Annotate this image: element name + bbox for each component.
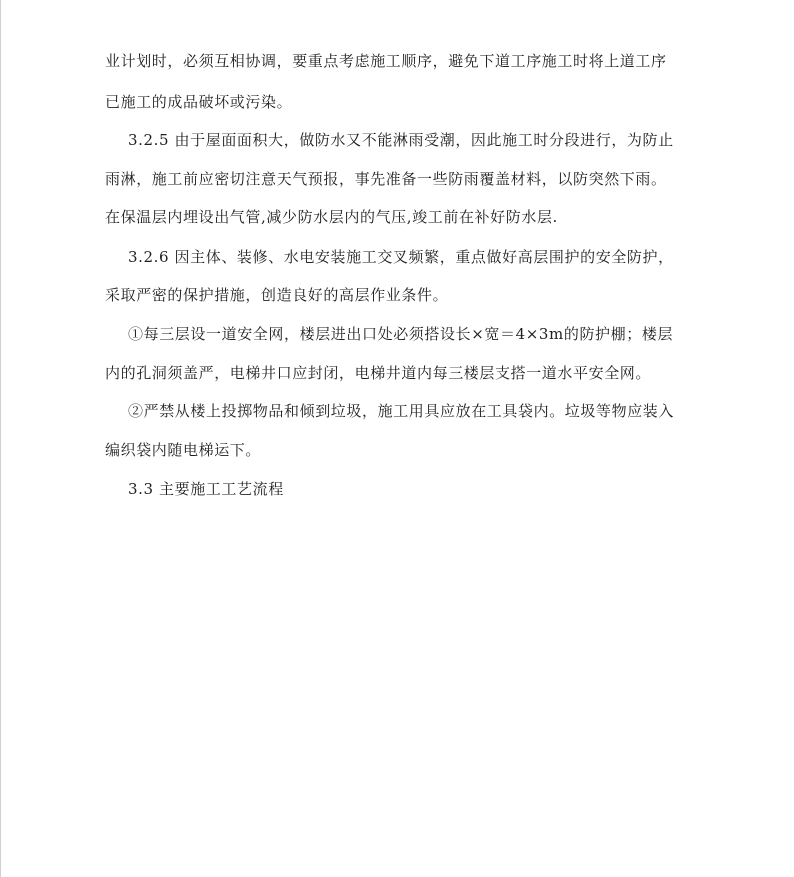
paragraph-line: 编织袋内随电梯运下。 <box>105 441 262 459</box>
paragraph-line: 业计划时，必须互相协调，要重点考虑施工顺序，避免下道工序施工时将上道工序 <box>105 52 667 70</box>
section-3-3-heading: 3.3 主要施工工艺流程 <box>128 480 284 498</box>
paragraph-line: 内的孔洞须盖严，电梯井口应封闭，电梯井道内每三楼层支搭一道水平安全网。 <box>105 364 652 382</box>
paragraph-line: 雨淋，施工前应密切注意天气预报，事先准备一些防雨覆盖材料，以防突然下雨。 <box>105 170 667 188</box>
list-item-2-line: ②严禁从楼上投掷物品和倾到垃圾，施工用具应放在工具袋内。垃圾等物应装入 <box>128 402 675 420</box>
paragraph-line: 采取严密的保护措施，创造良好的高层作业条件。 <box>105 286 449 304</box>
paragraph-line: 已施工的成品破坏或污染。 <box>105 93 293 111</box>
list-item-1-line: ①每三层设一道安全网，楼层进出口处必须搭设长×宽＝4×3m的防护棚；楼层 <box>128 325 674 343</box>
paragraph-line: 在保温层内埋设出气管,减少防水层内的气压,竣工前在补好防水层. <box>105 208 558 226</box>
section-3-2-5-line: 3.2.5 由于屋面面积大，做防水又不能淋雨受潮，因此施工时分段进行，为防止 <box>128 131 674 149</box>
section-3-2-6-line: 3.2.6 因主体、装修、水电安装施工交叉频繁，重点做好高层围护的安全防护， <box>128 248 674 266</box>
